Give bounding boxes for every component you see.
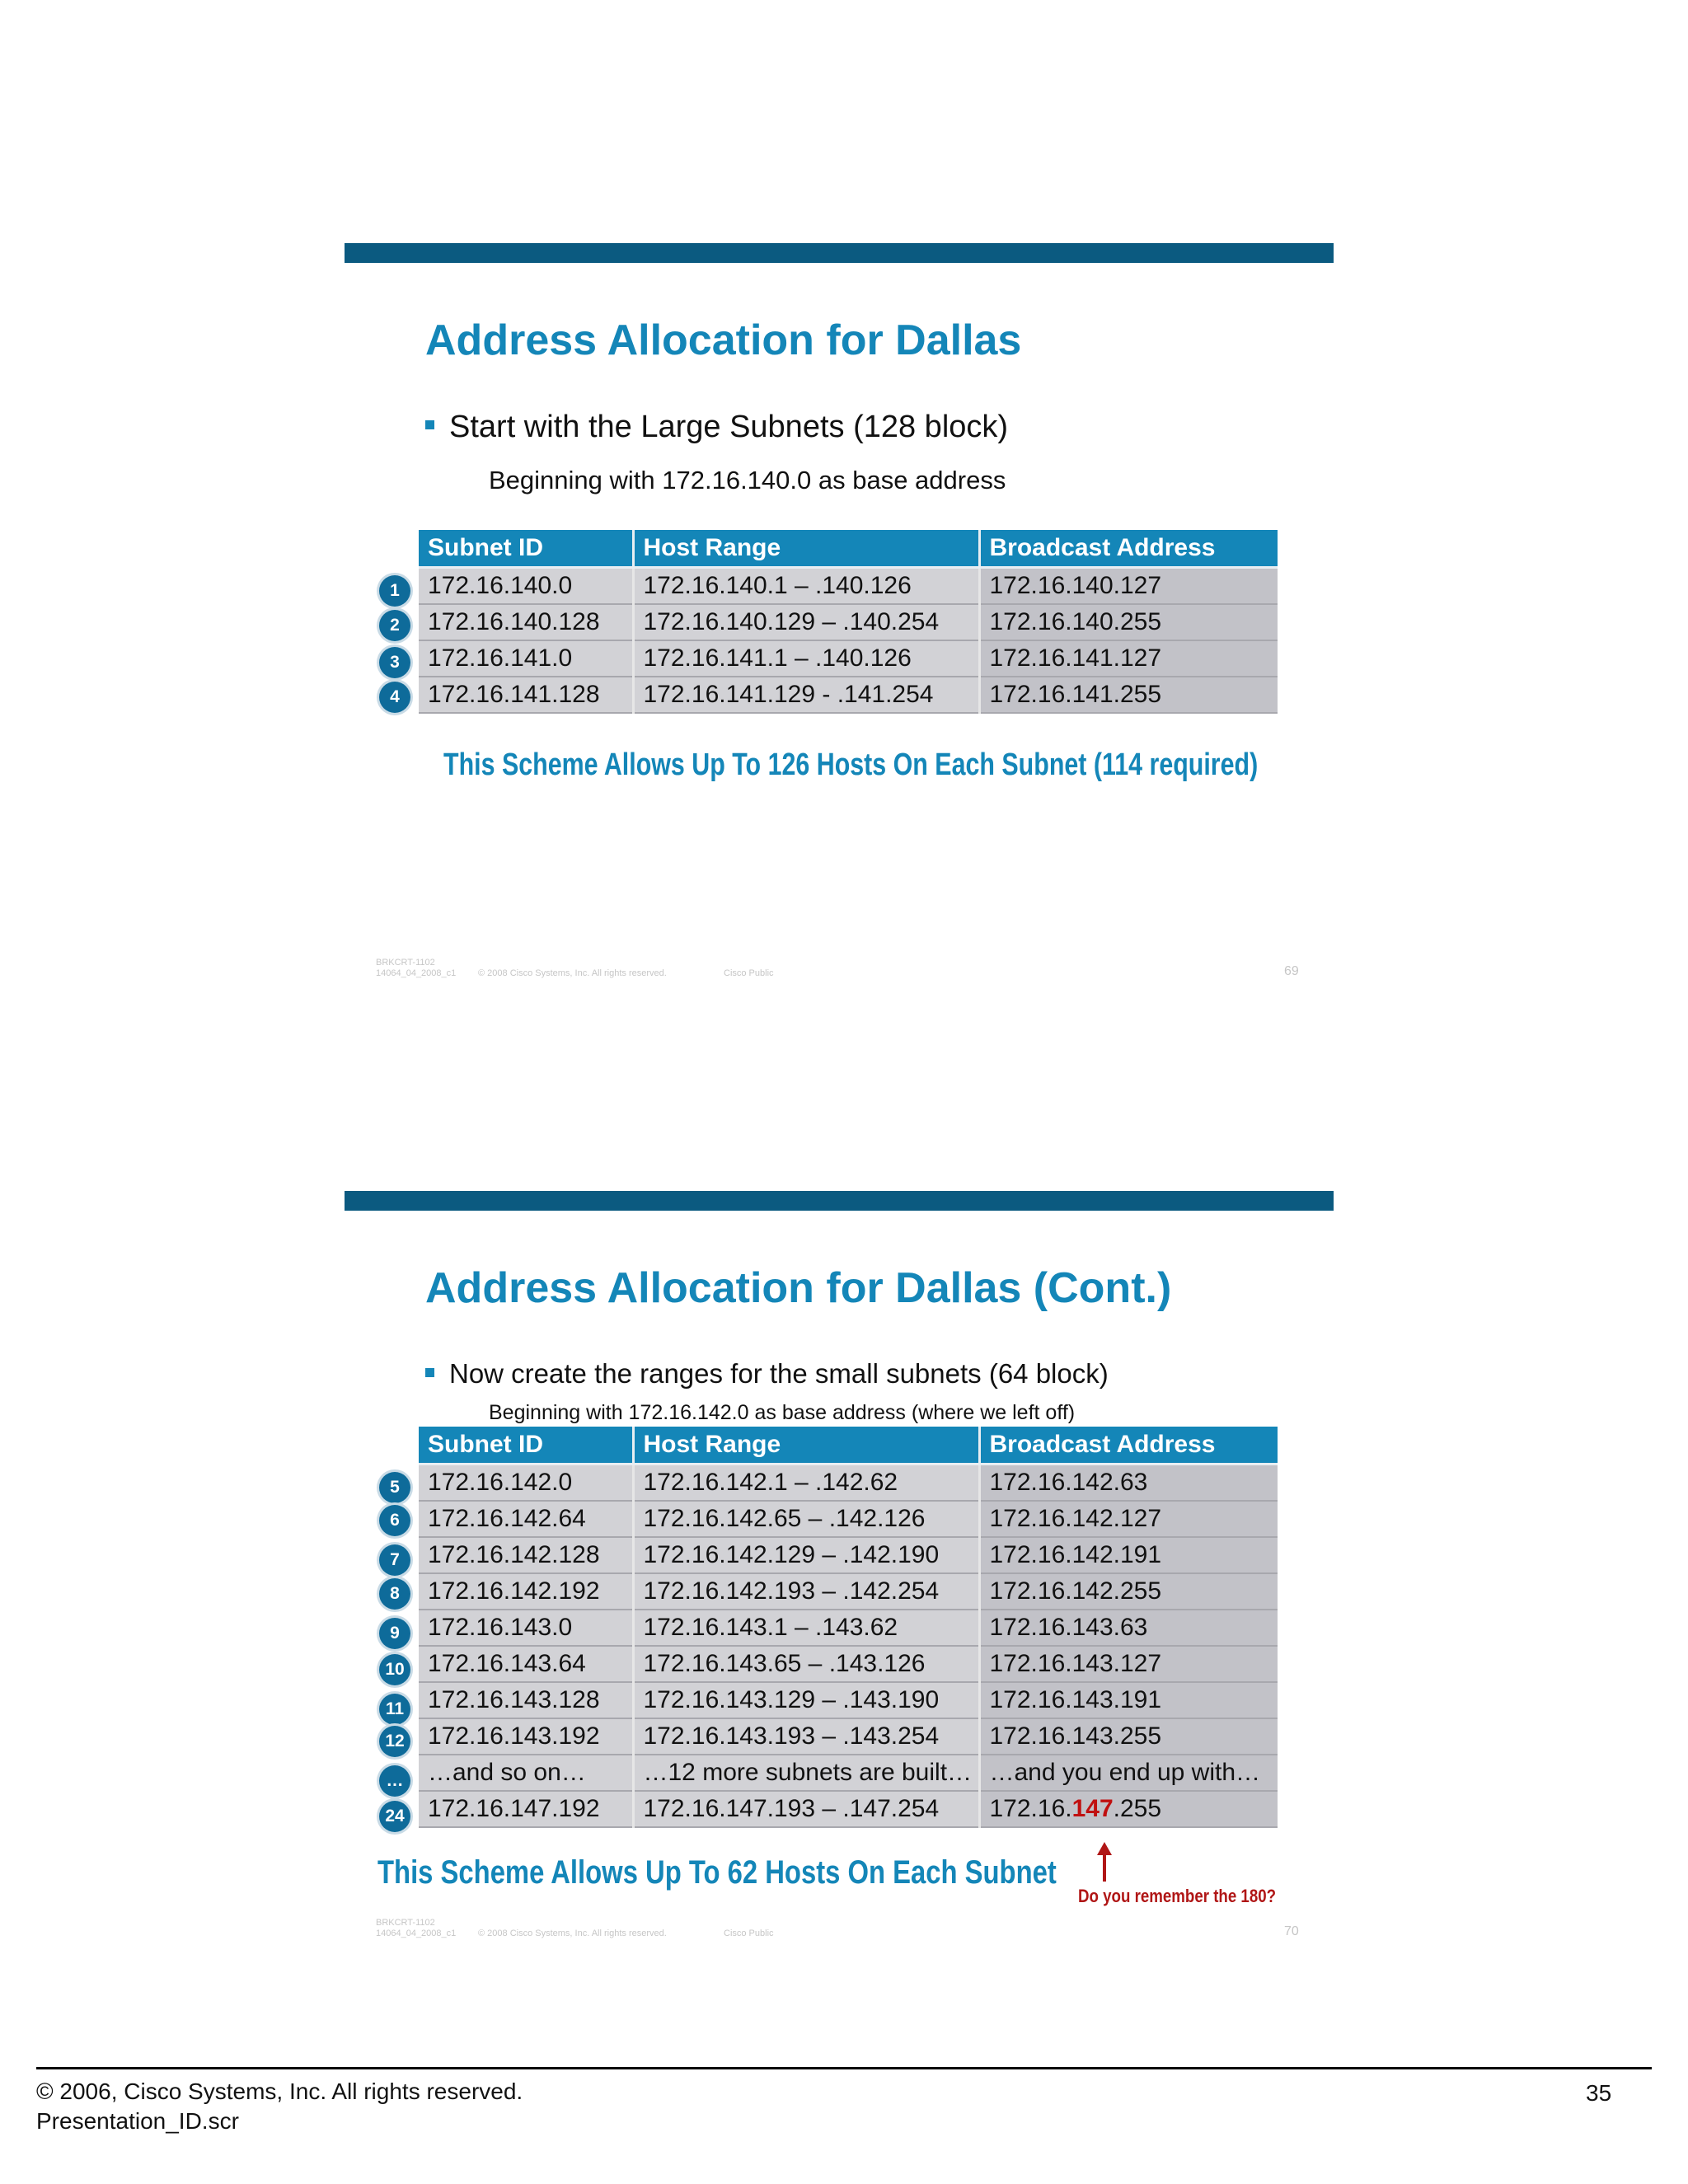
arrow-up-icon [1095,1842,1114,1883]
table-row [419,568,1278,605]
highlighted-octet: 147 [1071,1795,1114,1822]
slide-title: Address Allocation for Dallas (Cont.) [425,1264,1172,1312]
row-number-badge: 4 [379,682,410,713]
sub-point: Beginning with 172.16.140.0 as base address [489,466,1006,494]
cell-host-range: 172.16.142.129 – .142.190 [633,1537,979,1573]
column-header-subnet-id: Subnet ID [419,530,633,568]
cell-broadcast [979,1791,1278,1827]
table-row [419,1610,1278,1646]
page-number: 35 [1586,2080,1612,2106]
broadcast-suffix: .255 [1113,1795,1162,1822]
row-number-badge: 5 [379,1472,410,1503]
bullet-text: Start with the Large Subnets (128 block) [449,410,1009,444]
row-number-badge: 7 [379,1544,410,1576]
slide-footer-classification: Cisco Public [724,968,774,978]
slide-title: Address Allocation for Dallas [425,316,1022,364]
cell-subnet-id: 172.16.147.192 [419,1791,633,1827]
bullet-text: Now create the ranges for the small subnets (64 block) [449,1358,1109,1389]
sub-point: Beginning with 172.16.142.0 as base address (where we left off) [489,1401,1076,1424]
row-number-badge: 6 [379,1505,410,1536]
bullet-point [425,1358,1109,1390]
cell-broadcast: 172.16.142.191 [979,1537,1278,1573]
slide-dallas-small-subnets [345,1191,1334,2007]
cell-subnet-id: 172.16.142.128 [419,1537,633,1573]
row-number-badge: 12 [379,1726,410,1757]
table-row [419,640,1278,677]
column-header-subnet-id: Subnet ID [419,1427,633,1465]
cell-subnet-id: 172.16.141.0 [419,640,633,677]
slide-footer-id: 14064_04_2008_c1 [376,1929,457,1938]
table-row [419,677,1278,713]
cell-subnet-id: 172.16.141.128 [419,677,633,713]
table-row [419,1791,1278,1827]
cell-broadcast: 172.16.143.255 [979,1718,1278,1755]
table-row [419,1465,1278,1502]
cell-broadcast: 172.16.143.63 [979,1610,1278,1646]
cell-broadcast: …and you end up with… [979,1755,1278,1791]
row-number-badge: 2 [379,610,410,641]
table-row [419,1682,1278,1718]
cell-subnet-id: …and so on… [419,1755,633,1791]
page-copyright: © 2006, Cisco Systems, Inc. All rights reserved. [36,2079,523,2104]
row-number-badge: 9 [379,1618,410,1649]
cell-host-range: 172.16.147.193 – .147.254 [633,1791,979,1827]
cell-subnet-id: 172.16.143.192 [419,1718,633,1755]
slide-footer-code: BRKCRT-1102 [376,958,435,968]
page-footer-rule [36,2067,1652,2069]
cell-broadcast: 172.16.143.191 [979,1682,1278,1718]
cell-host-range: 172.16.143.65 – .143.126 [633,1646,979,1682]
cell-host-range: …12 more subnets are built… [633,1755,979,1791]
cell-host-range: 172.16.140.129 – .140.254 [633,604,979,640]
cell-subnet-id: 172.16.143.64 [419,1646,633,1682]
cell-subnet-id: 172.16.142.192 [419,1573,633,1610]
cell-host-range: 172.16.142.193 – .142.254 [633,1573,979,1610]
table-row [419,1718,1278,1755]
table-row [419,1501,1278,1537]
table-row [419,1537,1278,1573]
cell-broadcast: 172.16.141.255 [979,677,1278,713]
table-row [419,604,1278,640]
row-number-badge: 11 [379,1694,410,1725]
subnet-table [419,1427,1278,1828]
table-row [419,1573,1278,1610]
scheme-note: This Scheme Allows Up To 62 Hosts On Each Subnet [377,1854,1057,1891]
cell-host-range: 172.16.140.1 – .140.126 [633,568,979,605]
slide-footer-copyright: © 2008 Cisco Systems, Inc. All rights reserved. [478,1929,667,1938]
cell-host-range: 172.16.143.1 – .143.62 [633,1610,979,1646]
cell-host-range: 172.16.142.1 – .142.62 [633,1465,979,1502]
cell-subnet-id: 172.16.142.0 [419,1465,633,1502]
presentation-id: Presentation_ID.scr [36,2108,239,2134]
cell-broadcast: 172.16.141.127 [979,640,1278,677]
cell-broadcast: 172.16.140.255 [979,604,1278,640]
cell-subnet-id: 172.16.140.128 [419,604,633,640]
cell-subnet-id: 172.16.143.128 [419,1682,633,1718]
cell-broadcast: 172.16.143.127 [979,1646,1278,1682]
bullet-square-icon [425,1368,434,1377]
cell-broadcast: 172.16.142.127 [979,1501,1278,1537]
column-header-host-range: Host Range [633,1427,979,1465]
cell-subnet-id: 172.16.140.0 [419,568,633,605]
cell-host-range: 172.16.141.1 – .140.126 [633,640,979,677]
table-row [419,1755,1278,1791]
row-number-badge: 3 [379,647,410,678]
subnet-table [419,530,1278,714]
row-number-badge: 10 [379,1654,410,1685]
scheme-note: This Scheme Allows Up To 126 Hosts On Each Subnet (114 required) [443,748,1259,782]
table-header-row [419,530,1278,568]
cell-subnet-id: 172.16.142.64 [419,1501,633,1537]
slide-top-bar [345,243,1334,263]
slide-top-bar [345,1191,1334,1211]
table-header-row [419,1427,1278,1465]
row-number-badge: 24 [379,1801,410,1832]
bullet-square-icon [425,420,434,429]
slide-footer-code: BRKCRT-1102 [376,1918,435,1928]
cell-host-range: 172.16.143.129 – .143.190 [633,1682,979,1718]
cell-broadcast: 172.16.142.255 [979,1573,1278,1610]
cell-host-range: 172.16.143.193 – .143.254 [633,1718,979,1755]
remember-note: Do you remember the 180? [1078,1886,1277,1906]
cell-host-range: 172.16.141.129 - .141.254 [633,677,979,713]
column-header-broadcast: Broadcast Address [979,530,1278,568]
table-row [419,1646,1278,1682]
cell-subnet-id: 172.16.143.0 [419,1610,633,1646]
slide-footer-copyright: © 2008 Cisco Systems, Inc. All rights reserved. [478,968,667,978]
slide-number: 70 [1284,1924,1299,1938]
bullet-point [425,410,1008,445]
slide-number: 69 [1284,964,1299,978]
row-number-badge: 1 [379,575,410,607]
slide-dallas-large-subnets [345,243,1334,1059]
slide-footer-classification: Cisco Public [724,1929,774,1938]
row-number-badge: … [379,1765,410,1797]
cell-host-range: 172.16.142.65 – .142.126 [633,1501,979,1537]
column-header-broadcast: Broadcast Address [979,1427,1278,1465]
column-header-host-range: Host Range [633,530,979,568]
slide-footer-id: 14064_04_2008_c1 [376,968,457,978]
cell-broadcast: 172.16.140.127 [979,568,1278,605]
broadcast-prefix: 172.16. [989,1795,1072,1822]
cell-broadcast: 172.16.142.63 [979,1465,1278,1502]
row-number-badge: 8 [379,1578,410,1610]
